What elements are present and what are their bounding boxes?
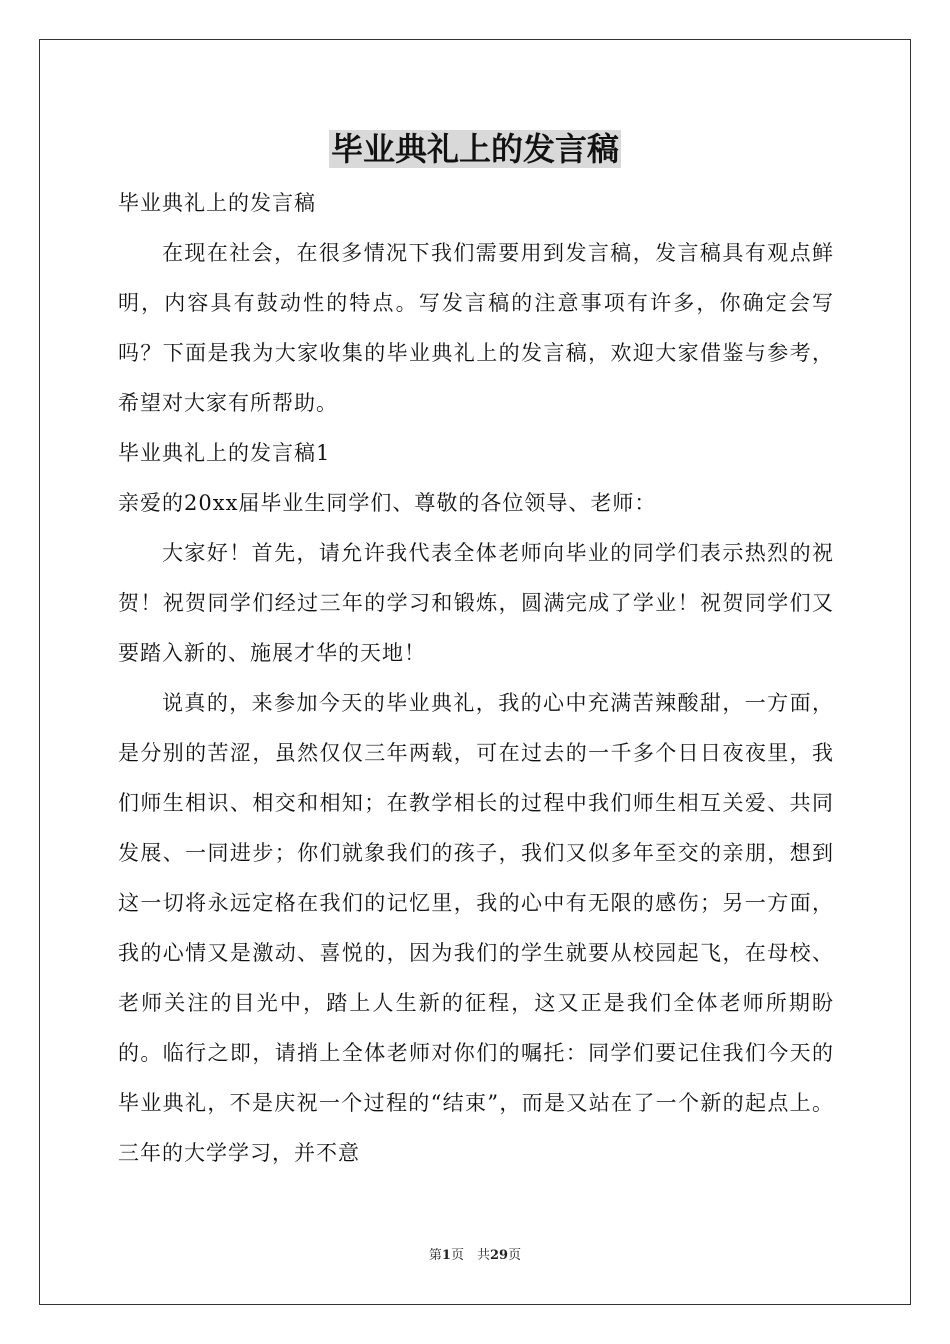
footer-prefix: 第 bbox=[428, 1248, 442, 1263]
greeting-paragraph: 大家好！首先，请允许我代表全体老师向毕业的同学们表示热烈的祝贺！祝贺同学们经过三年的学习和锻炼，圆满完成了学业！祝贺同学们又要踏入新的、施展才华的天地！ bbox=[118, 541, 834, 665]
document-body bbox=[118, 178, 834, 1178]
subtitle-line: 毕业典礼上的发言稿 bbox=[118, 191, 316, 215]
salutation-line: 亲爱的20xx届毕业生同学们、尊敬的各位领导、老师： bbox=[118, 491, 657, 515]
footer-suffix: 页 bbox=[508, 1248, 522, 1263]
footer-mid: 页 共 bbox=[450, 1248, 490, 1263]
footer-page-number: 1 bbox=[441, 1248, 451, 1263]
body-paragraph: 说真的，来参加今天的毕业典礼，我的心中充满苦辣酸甜，一方面，是分别的苦涩，虽然仅仅三年两载，可在过去的一千多个日日夜夜里，我们师生相识、相交和相知；在教学相长的过程中我们师生相互关爱、共同发展、一同进步；你们就象我们的孩子，我们又似多年至交的亲朋，想到这一切将永远定格在我们的记忆里，我的心中有无限的感伤；另一方面，我的心情又是激动、喜悦的，因为我们的学生就要从校园起飞，在母校、老师关注的目光中，踏上人生新的征程，这又正是我们全体老师所期盼的。临行之即，请捎上全体老师对你们的嘱托：同学们要记住我们今天的毕业典礼，不是庆祝一个过程的“结束”，而是又站在了一个新的起点上。三年的大学学习，并不意 bbox=[118, 691, 834, 1165]
document-title: 毕业典礼上的发言稿 bbox=[330, 130, 619, 168]
section-heading: 毕业典礼上的发言稿1 bbox=[118, 441, 331, 465]
page-footer bbox=[0, 1247, 950, 1265]
footer-total-pages: 29 bbox=[489, 1248, 509, 1263]
intro-paragraph: 在现在社会，在很多情况下我们需要用到发言稿，发言稿具有观点鲜明，内容具有鼓动性的特点。写发言稿的注意事项有许多，你确定会写吗？下面是我为大家收集的毕业典礼上的发言稿，欢迎大家借鉴与参考，希望对大家有所帮助。 bbox=[118, 241, 834, 415]
